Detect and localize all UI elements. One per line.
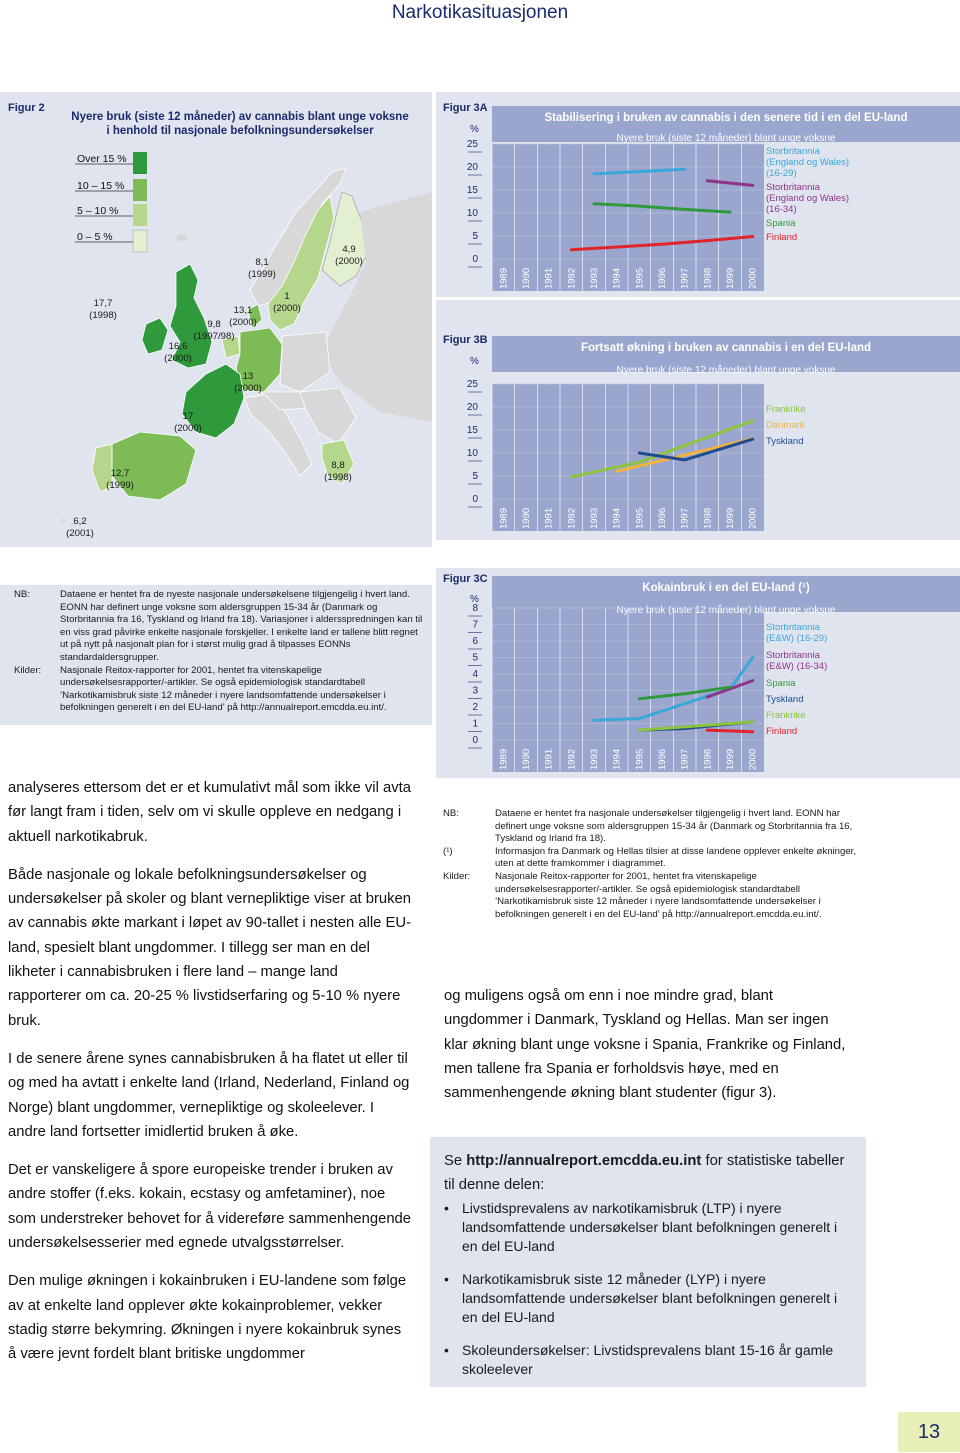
y-tick-label: 4	[472, 669, 478, 680]
list-item: • Skoleundersøkelser: Livstidsprevalens blant 15-16 år gamle skoleelever	[444, 1341, 854, 1379]
iceland-shape	[176, 234, 188, 242]
poland-shape	[280, 332, 330, 392]
y-tick-label: 20	[466, 162, 478, 173]
x-tick-label: 1999	[725, 267, 736, 289]
value-norway: 8,1	[255, 257, 269, 268]
x-tick-label: 1992	[566, 507, 578, 529]
legend-label-10-15: 10 – 15 %	[77, 180, 125, 192]
legend-label-over15: Over 15 %	[77, 153, 127, 165]
fig2-title-line2: i henhold til nasjonale befolkningsundersøkelser	[106, 125, 374, 137]
fig2-src-label: Kilder:	[14, 664, 42, 676]
body-paragraph: Både nasjonale og lokale befolkningsundersøkelser og undersøkelser på skoler og blant vernepliktige viser at bruken av cannabis økte markant i løpet av 90-tallet i nesten alle EU-land, spesielt blant ungdommer. I tillegg ser man en del likheter i cannabisbruken i flere land – mange land rapporterer om ca. 20-25 % livstidserfaring og 5-10 % nyere bruk.	[8, 866, 412, 1029]
y-tick-label: 20	[466, 402, 478, 413]
value-france: 17	[182, 411, 194, 422]
legend-swatch-0-5	[133, 230, 147, 252]
fig2-notes	[14, 585, 432, 725]
x-tick-label: 1989	[498, 267, 510, 289]
x-tick-label: 1994	[611, 267, 623, 289]
x-tick-label: 1998	[702, 507, 714, 529]
body-paragraph: Det er vanskeligere å spore europeiske trender i bruken av andre stoffer (f.eks. kokain, ecstasy og amfetaminer), noe som understreker behovet for å videreføre sammenhengende undersøkelsesserier med egnede utvalgsstørrelser.	[8, 1162, 412, 1252]
x-tick-label: 1997	[679, 507, 691, 529]
x-tick-label: 1994	[611, 507, 623, 529]
chart-subtitle: Nyere bruk (siste 12 måneder) blant unge voksne	[616, 605, 836, 616]
series-line	[707, 730, 752, 732]
year-spain: (1999)	[106, 480, 134, 491]
legend-swatch-10-15	[133, 179, 147, 201]
x-tick-label: 1999	[725, 507, 736, 529]
body-paragraph: og muligens også om enn i noe mindre grad, blant ungdommer i Danmark, Tyskland og Hellas. Man ser ingen klar økning blant unge voksne i Spania, Frankrike og Finland, men tallene fra Spania er forholdsvis høye, med en sammenhengende økning blant studenter (figur 3).	[444, 988, 846, 1102]
year-finland: (2000)	[335, 256, 363, 267]
value-spain: 12,7	[110, 468, 130, 479]
x-tick-label: 1989	[498, 748, 510, 770]
y-tick-label: 7	[472, 619, 478, 631]
value-netherlands: 9,8	[207, 319, 221, 330]
year-ireland: (1998)	[89, 310, 117, 321]
stat-tables-intro-prefix: Se	[444, 1153, 467, 1169]
stat-tables-link[interactable]: http://annualreport.emcdda.eu.int	[466, 1153, 702, 1169]
value-uk: 16,6	[168, 341, 188, 352]
x-tick-label: 2000	[747, 748, 759, 770]
y-tick-label: 5	[472, 652, 478, 664]
legend-entry: Frankrike	[766, 710, 806, 721]
value-germany: 13	[242, 371, 254, 382]
x-tick-label: 1998	[702, 748, 714, 770]
legend-label-5-10: 5 – 10 %	[77, 205, 119, 217]
y-tick-label: 0	[472, 735, 478, 746]
fig3b-chart	[436, 300, 960, 540]
legend-entry: Storbritannia (E&W) (16-34)	[766, 650, 828, 672]
x-tick-label: 1995	[634, 748, 646, 770]
map-legend	[75, 152, 147, 252]
year-norway: (1999)	[248, 269, 276, 280]
x-tick-label: 1994	[611, 748, 623, 770]
x-tick-label: 1990	[521, 267, 532, 289]
y-tick-label: 0	[472, 494, 478, 505]
value-sweden: 1	[284, 291, 290, 302]
y-tick-label: 15	[466, 185, 478, 196]
x-tick-label: 1992	[566, 267, 578, 289]
x-tick-label: 1996	[657, 267, 668, 289]
x-tick-label: 2000	[747, 267, 759, 289]
list-item: • Livstidsprevalens av narkotikamisbruk (LTP) i nyere landsomfattende undersøkelser blant befolkningen generelt i en del EU-land	[444, 1199, 854, 1256]
value-ireland: 17,7	[93, 298, 113, 309]
year-uk: (2000)	[164, 353, 192, 364]
year-portugal: (2001)	[66, 528, 94, 539]
fig3c-src-text: Nasjonale Reitox-rapporter for 2001, hentet fra vitenskapelige undersøkelsesrapporter/-artikler. Se også epidemiologisk standardtabell ’Narkotikamisbruk siste 12 måneder i nyere landsomfattende undersøkelser i befolkningen generelt i en del EU-land’ på http://annualreport.emcdda.eu.int/.	[495, 870, 822, 920]
x-tick-label: 1992	[566, 748, 578, 770]
chart-title: Fortsatt økning i bruken av cannabis i en del EU-land	[580, 342, 872, 354]
x-tick-label: 1995	[634, 267, 646, 289]
fig3a-label: Figur 3A	[443, 102, 488, 114]
legend-entry: Storbritannia (England og Wales) (16-34)	[766, 182, 850, 215]
y-unit-label: %	[470, 124, 479, 135]
y-tick-label: 10	[466, 448, 478, 459]
x-tick-label: 1995	[634, 507, 646, 529]
fig2-nb-text: Dataene er hentet fra de nyeste nasjonale undersøkelsene tilgjengelig i hvert land. EONN har definert unge voksne som aldersgruppen 15-34 år (Danmark og Storbritannia fra 16, Tyskland og Irland fra 18). Variasjoner i aldersspredningen kan til en viss grad påvirke enkelte nasjonale forskjeller. I enkelte land er tallene blitt regnet ut på nytt på nasjonalt plan for i størst mulig grad å tilpasses EONNs standardaldersgrupper.	[60, 589, 423, 663]
y-tick-label: 2	[472, 702, 478, 713]
y-tick-label: 25	[466, 139, 478, 150]
fig3a-chart	[436, 92, 960, 297]
x-tick-label: 1997	[679, 267, 691, 289]
year-denmark: (2000)	[229, 317, 257, 328]
x-tick-label: 1998	[702, 267, 714, 289]
x-tick-label: 1991	[543, 267, 555, 289]
chart-subtitle: Nyere bruk (siste 12 måneder) blant unge voksne	[616, 133, 836, 144]
legend-entry: Finland	[766, 726, 798, 737]
legend-swatch-over15	[133, 152, 147, 174]
fig3c-fn-label: (¹)	[443, 845, 453, 857]
fig2-label: Figur 2	[8, 102, 45, 114]
value-finland: 4,9	[342, 244, 356, 255]
ireland-shape	[142, 318, 168, 354]
europe-map	[0, 92, 432, 547]
legend-entry: Tyskland	[766, 436, 804, 447]
fig3c-notes	[443, 808, 863, 921]
year-france: (2000)	[174, 423, 202, 434]
x-tick-label: 1997	[679, 748, 691, 770]
year-germany: (2000)	[234, 383, 262, 394]
legend-entry: Spania	[766, 218, 796, 229]
stat-tables-box	[430, 1137, 866, 1387]
x-tick-label: 1990	[521, 507, 532, 529]
y-tick-label: 15	[466, 425, 478, 436]
page-title: Narkotikasituasjonen	[391, 2, 569, 23]
value-denmark: 13,1	[233, 305, 253, 316]
chart-subtitle: Nyere bruk (siste 12 måneder) blant unge voksne	[616, 365, 836, 376]
y-tick-label: 5	[472, 231, 478, 242]
year-greece: (1998)	[324, 472, 352, 483]
y-tick-label: 3	[472, 685, 478, 697]
y-unit-label: %	[470, 356, 479, 367]
fig3c-chart	[436, 568, 960, 778]
x-tick-label: 1991	[543, 507, 555, 529]
fig2-src-text: Nasjonale Reitox-rapporter for 2001, hentet fra vitenskapelige undersøkelsesrapporter/-artikler. Se også epidemiologisk standardtabell ’Narkotikamisbruk siste 12 måneder i nyere landsomfattende undersøkelser i befolkningen generelt i en del EU-land’ på http://annualreport.emcdda.eu.int/.	[60, 664, 387, 714]
fig2-nb-label: NB:	[14, 589, 30, 600]
body-left-column	[8, 776, 413, 1381]
legend-entry: Storbritannia (E&W) (16-29)	[766, 622, 828, 644]
legend-swatch-5-10	[133, 204, 147, 226]
legend-entry: Frankrike	[766, 404, 806, 415]
y-unit-label: %	[470, 594, 479, 605]
y-tick-label: 10	[466, 208, 478, 219]
x-tick-label: 1996	[657, 507, 668, 529]
fig3c-fn-text: Informasjon fra Danmark og Hellas tilsier at disse landene opplever enkelte økninger, uten at dette framkommer i diagrammet.	[495, 845, 857, 870]
legend-entry: Storbritannia (England og Wales) (16-29)	[766, 146, 850, 179]
fig2-title-line1: Nyere bruk (siste 12 måneder) av cannabis blant unge voksne	[71, 111, 409, 123]
y-tick-label: 8	[472, 603, 478, 614]
fig3b-label: Figur 3B	[443, 334, 488, 346]
legend-entry: Finland	[766, 232, 798, 243]
fig3c-src-label: Kilder:	[443, 870, 471, 882]
x-tick-label: 1990	[521, 748, 532, 770]
year-netherlands: (1997/98)	[193, 331, 235, 342]
y-tick-label: 25	[466, 379, 478, 390]
value-portugal: 6,2	[73, 516, 87, 527]
fig3c-nb-text: Dataene er hentet fra nasjonale undersøkelser tilgjengelig i hvert land. EONN har definert unge voksne som aldersgruppen 15-34 år (Danmark og Storbritannia fra 16, Tyskland og Irland fra 18).	[495, 808, 853, 845]
x-tick-label: 1991	[543, 748, 555, 770]
y-tick-label: 1	[472, 718, 478, 730]
legend-entry: Spania	[766, 678, 796, 689]
chart-title: Stabilisering i bruken av cannabis i den senere tid i en del EU-land	[544, 112, 908, 124]
x-tick-label: 1993	[589, 507, 600, 529]
chart-title: Kokainbruk i en del EU-land (¹)	[642, 582, 810, 594]
body-paragraph: Den mulige økningen i kokainbruken i EU-landene som følge av at enkelte land opplever økte kokainproblemer, vekker stadig større bekymring. Økningen i nyere kokainbruk synes å være jevnt fordelt blant britiske ungdommer	[8, 1273, 407, 1363]
body-paragraph: analyseres ettersom det er et kumulativt mål som ikke vil avta før langt fram i tiden, selv om vi skulle oppleve en nedgang i aktuell narkotikabruk.	[8, 780, 411, 845]
stat-tables-intro-suffix: for statistiske tabeller til denne delen:	[444, 1153, 845, 1193]
x-tick-label: 1993	[589, 748, 600, 770]
value-greece: 8,8	[331, 460, 345, 471]
legend-label-0-5: 0 – 5 %	[77, 231, 113, 243]
x-tick-label: 1993	[589, 267, 600, 289]
year-sweden: (2000)	[273, 303, 301, 314]
x-tick-label: 2000	[747, 507, 759, 529]
stat-tables-intro	[444, 1149, 854, 1197]
page-number: 13	[898, 1412, 960, 1452]
x-tick-label: 1989	[498, 507, 510, 529]
y-tick-label: 5	[472, 471, 478, 482]
legend-entry: Tyskland	[766, 694, 804, 705]
stat-tables-list	[444, 1199, 854, 1393]
fig3c-label: Figur 3C	[443, 573, 488, 585]
fig3c-nb-label: NB:	[443, 808, 459, 819]
legend-entry: Danmark	[766, 420, 805, 431]
body-paragraph: I de senere årene synes cannabisbruken å ha flatet ut eller til og med ha avtatt i enkelte land (Irland, Nederland, Finland og Norge) blant ungdommer, vernepliktige og skoleelever. I andre land fortsetter imidlertid bruken å øke.	[8, 1050, 410, 1140]
x-tick-label: 1999	[725, 748, 736, 770]
x-tick-label: 1996	[657, 748, 668, 770]
body-right-column	[444, 984, 856, 1119]
y-tick-label: 0	[472, 254, 478, 265]
balkans-shape	[300, 388, 356, 444]
list-item: • Narkotikamisbruk siste 12 måneder (LYP) i nyere landsomfattende undersøkelser blant befolkningen generelt i en del EU-land	[444, 1270, 854, 1327]
y-tick-label: 6	[472, 636, 478, 647]
